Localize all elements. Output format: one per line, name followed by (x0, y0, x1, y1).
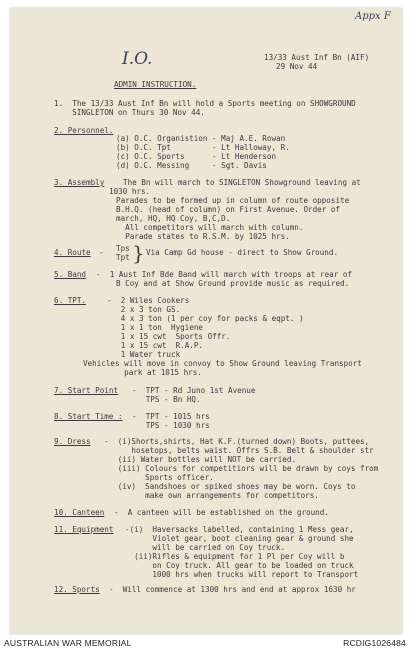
assembly-heading: 3. Assembly (54, 178, 105, 187)
personnel-line: (b) O.C. Tpt - Lt Halloway, R. (116, 143, 290, 152)
para-1-line-1: 1. The 13/33 Aust Inf Bn will hold a Sports meeting on SHOWGROUND (54, 99, 356, 108)
tpt-heading: 6. TPT. (54, 296, 87, 305)
personnel-line: (d) O.C. Messing - Sgt. Davis (116, 161, 267, 170)
assembly-line: All competitors will march with column. (116, 223, 304, 232)
route-tps: Tps (116, 244, 130, 253)
tpt-line: 1 Water truck (107, 350, 181, 359)
equipment-line: on Coy truck. All gear to be loaded on truck (125, 561, 354, 570)
route-brace-icon: } (132, 241, 145, 265)
assembly-line: 1030 hrs. (109, 187, 151, 196)
band-line: - 1 Aust Inf Bde Band will march with troops at rear of (96, 270, 353, 279)
assembly-line: Parade states to R.S.M. by 1025 hrs. (116, 232, 290, 241)
document-page (10, 8, 402, 634)
tpt-line: 1 x 15 cwt Sports Offr. (107, 332, 231, 341)
para-1-line-2: SINGLETON on Thurs 30 Nov 44. (54, 108, 205, 117)
tpt-line: 2 x 3 ton GS. (107, 305, 181, 314)
archive-footer (0, 636, 410, 654)
tpt-after-line: park at 1015 hrs. (83, 368, 202, 377)
io-annotation: I.O. (122, 49, 153, 69)
band-heading: 5. Band (54, 270, 87, 279)
route-heading: 4. Route (54, 248, 91, 257)
band-line: B Coy and at Show Ground provide music as required. (116, 279, 350, 288)
tpt-line: 1 x 1 ton Hygiene (107, 323, 204, 332)
canteen-heading: 10. Canteen (54, 508, 105, 517)
start-time-heading: 8. Start Time : (54, 412, 123, 421)
tpt-line: - 2 Wiles Cookers (107, 296, 190, 305)
unit-header: 13/33 Aust Inf Bn (AIF) (264, 53, 370, 62)
route-tpt: Tpt (116, 253, 130, 262)
equipment-line: Violet gear, boot cleaning gear & ground she (125, 534, 354, 543)
equipment-line: 1000 hrs when trucks will report to Transport (125, 570, 359, 579)
assembly-line: march, HQ, HQ Coy, B,C,D. (116, 214, 231, 223)
dress-heading: 9. Dress (54, 437, 91, 446)
assembly-line: The Bn will march to SINGLETON Showground leaving at (123, 178, 361, 187)
personnel-line: (c) O.C. Sports - Lt Henderson (116, 152, 277, 161)
start-point-line: TPS - Bn HQ. (132, 395, 201, 404)
footer-reference-id: RCDIG1026484 (343, 638, 406, 648)
personnel-line: (a) O.C. Organistion - Maj A.E. Rowan (116, 134, 286, 143)
equipment-line: will be carried on Coy truck. (125, 543, 286, 552)
start-time-line: TPS - 1030 hrs (132, 421, 210, 430)
assembly-line: Parades to be formed up in column of route opposite (116, 196, 350, 205)
dress-line: (iii) Colours for competitiors will be drawn by coys from (104, 464, 379, 473)
start-point-heading: 7. Start Point (54, 386, 119, 395)
tpt-line: 4 x 3 ton (1 per coy for packs & eqpt. ) (107, 314, 304, 323)
tpt-after-line: Vehicles will move in convoy to Show Ground leaving Transport (83, 359, 362, 368)
equipment-line: -(i) Haversacks labelled, containing 1 Mess gear, (125, 525, 354, 534)
footer-source: AUSTRALIAN WAR MEMORIAL (4, 638, 132, 648)
sports-heading: 12. Sports (54, 585, 100, 594)
start-point-line: - TPT - Rd Juno 1st Avenue (132, 386, 256, 395)
dress-line: hosetops, belts waist. Offrs S.B. Belt & shoulder str (104, 446, 374, 455)
tpt-line: 1 x 15 cwt R.A.P. (107, 341, 204, 350)
dress-line: (iv) Sandshoes or spiked shoes may be worn. Coys to (104, 482, 356, 491)
dress-line: make own arrangements for competitors. (104, 491, 319, 500)
route-dash: - (99, 248, 104, 257)
appendix-annotation: Appx F (355, 11, 391, 22)
assembly-line: B.H.Q. (head of column) on First Avenue. Order of (116, 205, 341, 214)
date-header: 29 Nov 44 (276, 62, 318, 71)
dress-line: - (i)Shorts,shirts, Hat K.F.(turned down) Boots, puttees, (104, 437, 370, 446)
route-text: Via Camp Gd house - direct to Show Ground. (146, 248, 339, 257)
document-title: ADMIN INSTRUCTION. (114, 80, 197, 89)
equipment-line: (ii)Rifles & equipment for 1 Pl per Coy will b (125, 552, 345, 561)
dress-line: (ii) Water bottles will NOT be carried. (104, 455, 297, 464)
sports-text: - Will commence at 1300 hrs and end at approx 1630 hr (109, 585, 356, 594)
dress-line: Sports officer. (104, 473, 214, 482)
start-time-line: - TPT - 1015 hrs (132, 412, 210, 421)
canteen-text: - A canteen will be established on the ground. (114, 508, 329, 517)
personnel-heading: 2. Personnel. (54, 126, 114, 135)
equipment-heading: 11. Equipment (54, 525, 114, 534)
